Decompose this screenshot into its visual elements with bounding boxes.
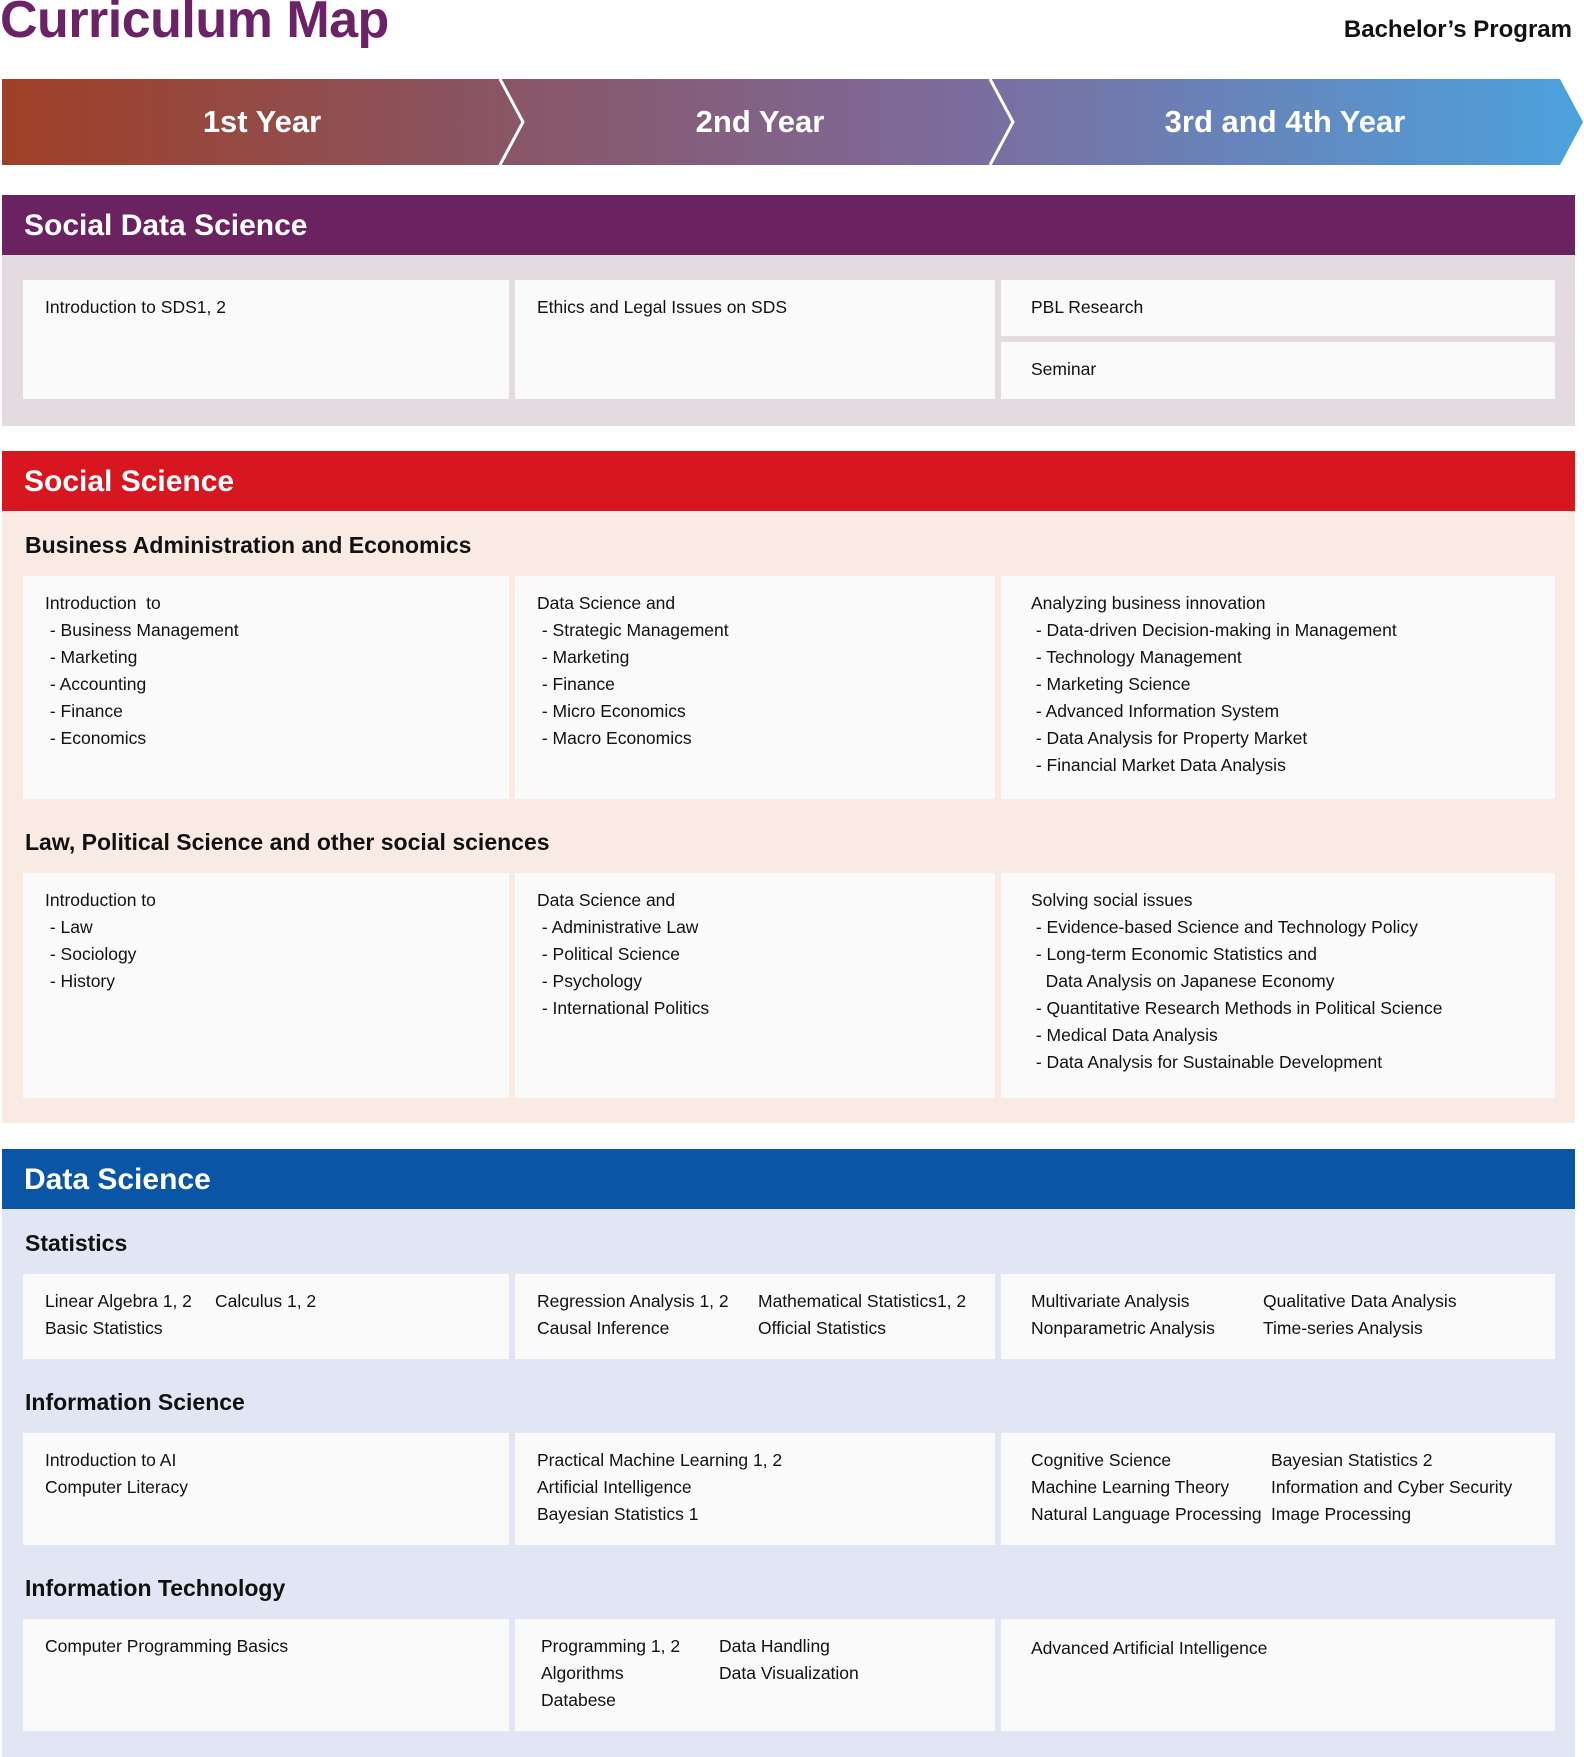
course-item: Bayesian Statistics 2	[1271, 1450, 1433, 1470]
subsection-title: Law, Political Science and other social sciences	[25, 829, 550, 855]
course-item: Data Handling	[719, 1636, 830, 1656]
program-label: Bachelor’s Program	[1343, 16, 1572, 43]
course-item: - Marketing Science	[1031, 674, 1191, 694]
course-item: Cognitive Science	[1031, 1450, 1172, 1470]
course-column	[537, 1288, 729, 1342]
section-data-science	[2, 1149, 1575, 1757]
course-column	[1263, 1288, 1457, 1342]
course-item: Causal Inference	[537, 1318, 670, 1338]
course-item: - Accounting	[45, 674, 147, 694]
course-item: Ethics and Legal Issues on SDS	[537, 297, 788, 317]
course-box-year2	[515, 576, 995, 799]
course-item: Linear Algebra 1, 2	[45, 1291, 192, 1311]
course-item: - Business Management	[45, 620, 239, 640]
course-item: Regression Analysis 1, 2	[537, 1291, 729, 1311]
course-box-year3-pbl	[1001, 280, 1555, 336]
course-item: - Medical Data Analysis	[1031, 1025, 1218, 1045]
course-item: - Micro Economics	[537, 701, 686, 721]
course-item: - Data Analysis for Sustainable Development	[1031, 1052, 1383, 1072]
course-box-year2	[515, 873, 995, 1098]
course-column	[45, 1288, 192, 1342]
course-box-year3	[1001, 1433, 1555, 1545]
course-item: - Financial Market Data Analysis	[1031, 755, 1286, 775]
subsection-title: Information Technology	[25, 1575, 286, 1601]
course-item: - Psychology	[537, 971, 643, 991]
course-item: Computer Literacy	[45, 1477, 188, 1497]
course-column	[537, 1447, 782, 1528]
course-item: - Quantitative Research Methods in Political Science	[1031, 998, 1443, 1018]
course-box-year2	[515, 1274, 995, 1359]
course-item: Data Science and	[537, 593, 676, 613]
course-item: Introduction to AI	[45, 1450, 177, 1470]
course-item: Analyzing business innovation	[1031, 593, 1266, 613]
course-box-year3	[1001, 576, 1555, 799]
course-box-year1	[23, 873, 509, 1098]
course-item: Time-series Analysis	[1263, 1318, 1423, 1338]
course-item: - Macro Economics	[537, 728, 692, 748]
section-header: Social Science	[2, 451, 1575, 511]
course-item: Solving social issues	[1031, 890, 1193, 910]
course-item: Information and Cyber Security	[1271, 1477, 1513, 1497]
course-box-year1	[23, 1433, 509, 1545]
section-header: Data Science	[2, 1149, 1575, 1209]
page-title: Curriculum Map	[0, 0, 389, 49]
course-item: Natural Language Processing	[1031, 1504, 1262, 1524]
course-box-year2	[515, 1433, 995, 1545]
course-box-year3-seminar	[1001, 342, 1555, 399]
course-item: - Sociology	[45, 944, 137, 964]
course-item: - Finance	[45, 701, 123, 721]
course-column	[1031, 1288, 1215, 1342]
section-social-data-science	[2, 195, 1575, 426]
course-column	[1031, 1447, 1262, 1528]
section-header: Social Data Science	[2, 195, 1575, 255]
course-box-year3	[1001, 1619, 1555, 1731]
course-box-year1	[23, 1274, 509, 1359]
course-item: Image Processing	[1271, 1504, 1412, 1524]
course-item: Data Analysis on Japanese Economy	[1031, 971, 1335, 991]
course-item: Artificial Intelligence	[537, 1477, 692, 1497]
course-item: Qualitative Data Analysis	[1263, 1291, 1457, 1311]
course-item: Introduction to	[45, 593, 161, 613]
subsection-title: Statistics	[25, 1230, 128, 1256]
year-1-label: 1st Year	[202, 104, 322, 139]
course-box-year1	[23, 576, 509, 799]
course-item: Data Visualization	[719, 1663, 859, 1683]
course-item: - Data-driven Decision-making in Management	[1031, 620, 1397, 640]
course-item: Machine Learning Theory	[1031, 1477, 1230, 1497]
course-item: Calculus 1, 2	[215, 1291, 317, 1311]
course-column	[719, 1633, 859, 1687]
course-column	[215, 1288, 316, 1315]
course-item: PBL Research	[1031, 297, 1144, 317]
course-box-year2	[515, 1619, 995, 1731]
course-box-year1	[23, 280, 509, 399]
course-item: - Finance	[537, 674, 615, 694]
course-item: Introduction to SDS1, 2	[45, 297, 226, 317]
course-item: - Evidence-based Science and Technology Policy	[1031, 917, 1418, 937]
course-column	[541, 1633, 680, 1714]
course-item: - Advanced Information System	[1031, 701, 1280, 721]
course-box-year1	[23, 1619, 509, 1731]
subsection-title: Information Science	[25, 1389, 245, 1415]
section-social-science	[2, 451, 1575, 1123]
course-item: Computer Programming Basics	[45, 1636, 289, 1656]
course-item: Seminar	[1031, 359, 1097, 379]
course-item: - Data Analysis for Property Market	[1031, 728, 1308, 748]
course-item: Programming 1, 2	[541, 1636, 681, 1656]
course-item: Databese	[541, 1690, 616, 1710]
course-box-year2	[515, 280, 995, 399]
course-item: Introduction to	[45, 890, 156, 910]
course-item: Data Science and	[537, 890, 676, 910]
course-item: - Strategic Management	[537, 620, 729, 640]
course-item: Official Statistics	[758, 1318, 887, 1338]
course-item: - Economics	[45, 728, 147, 748]
year-2-label: 2nd Year	[695, 104, 825, 139]
section-body	[2, 255, 1575, 426]
course-item: Multivariate Analysis	[1031, 1291, 1190, 1311]
year-3-4-label: 3rd and 4th Year	[1164, 104, 1406, 139]
course-item: Nonparametric Analysis	[1031, 1318, 1215, 1338]
course-item: - Technology Management	[1031, 647, 1242, 667]
section-body	[2, 1209, 1575, 1757]
section-body	[2, 511, 1575, 1123]
subsection-title: Business Administration and Economics	[25, 532, 472, 558]
course-item: Mathematical Statistics1, 2	[758, 1291, 967, 1311]
course-item: Advanced Artificial Intelligence	[1031, 1638, 1268, 1658]
course-item: - History	[45, 971, 115, 991]
course-item: - Marketing	[537, 647, 630, 667]
course-column	[1271, 1447, 1512, 1528]
course-item: Basic Statistics	[45, 1318, 163, 1338]
course-box-year3	[1001, 1274, 1555, 1359]
course-item: - Marketing	[45, 647, 138, 667]
course-box-year3	[1001, 873, 1555, 1098]
course-item: - Law	[45, 917, 93, 937]
year-banner	[2, 79, 1583, 165]
course-item: - Administrative Law	[537, 917, 699, 937]
course-item: - Political Science	[537, 944, 680, 964]
course-item: Algorithms	[541, 1663, 624, 1683]
course-column	[758, 1288, 966, 1342]
course-item: - Long-term Economic Statistics and	[1031, 944, 1317, 964]
course-item: Bayesian Statistics 1	[537, 1504, 699, 1524]
course-item: Practical Machine Learning 1, 2	[537, 1450, 783, 1470]
course-item: - International Politics	[537, 998, 710, 1018]
